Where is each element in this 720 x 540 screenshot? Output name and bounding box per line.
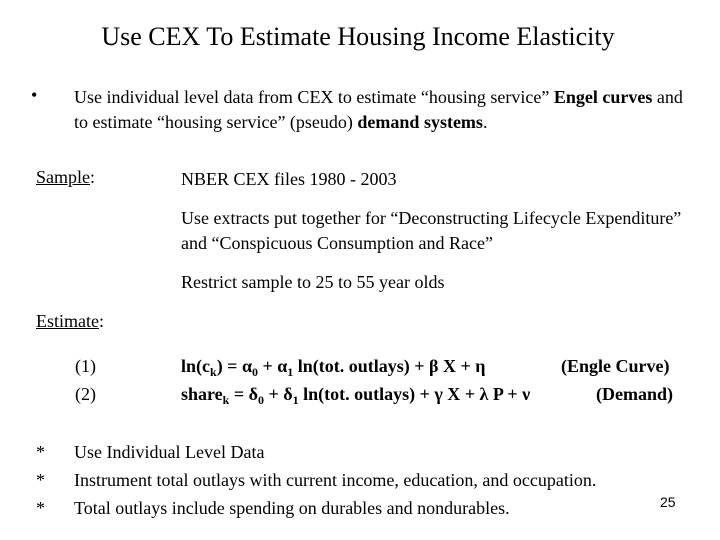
eq2-lhs: share [181, 384, 223, 404]
note-3: Total outlays include spending on durables and nondurables. [74, 498, 510, 518]
eq2-sub0: 0 [257, 393, 264, 407]
sample-line-2: Use extracts put together for “Deconstructing Lifecycle Expenditure” and “Conspicuous Consumption and Race” [181, 208, 682, 253]
sample-label-text: Sample [36, 167, 90, 187]
note-symbol: * [36, 498, 45, 518]
eq2-rest: ln(tot. outlays) + γ X + λ P + ν [298, 384, 531, 404]
eq1-sub1: 1 [287, 365, 294, 379]
eq2-lhs-sub: k [222, 393, 230, 407]
estimate-label-text: Estimate [36, 311, 99, 331]
sample-label [36, 167, 95, 188]
equation-2-number: (2) [75, 384, 96, 404]
eq1-rest: ln(tot. outlays) + β X + η [293, 356, 486, 376]
note-1: Use Individual Level Data [74, 442, 265, 462]
eq1-lhs-sub: k [210, 365, 217, 379]
equation-1-number: (1) [75, 356, 96, 376]
eq1-mid1: ) = α [216, 356, 252, 376]
page-number: 25 [660, 494, 676, 510]
sample-line-3: Restrict sample to 25 to 55 year olds [181, 272, 445, 292]
bullet-text-part: . [482, 112, 488, 132]
equation-1-tag: (Engle Curve) [561, 356, 670, 376]
eq1-sub0: 0 [251, 365, 258, 379]
equation-2-tag: (Demand) [596, 384, 673, 404]
bullet-text-part: Use individual level data from CEX to estimate “housing service” [74, 87, 554, 107]
estimate-label-colon: : [98, 311, 104, 331]
eq2-mid1: = δ [229, 384, 258, 404]
eq2-mid2: + δ [263, 384, 293, 404]
bullet-bold-demand-systems: demand systems [357, 112, 483, 132]
equation-2 [181, 384, 530, 405]
eq1-mid2: + α [257, 356, 288, 376]
bullet-bold-engel-curves: Engel curves [553, 87, 653, 107]
sample-label-colon: : [90, 167, 96, 187]
note-2: Instrument total outlays with current income, education, and occupation. [74, 470, 597, 490]
estimate-label [36, 311, 104, 332]
eq2-sub1: 1 [292, 393, 299, 407]
note-symbol: * [36, 442, 45, 462]
eq1-lhs: ln(c [181, 356, 210, 376]
note-symbol: * [36, 470, 45, 490]
bullet-symbol: • [31, 85, 38, 105]
slide-title: Use CEX To Estimate Housing Income Elasticity [101, 22, 615, 51]
bullet-text-part: and to estimate “housing service” (pseudo) [74, 87, 683, 132]
equation-1 [181, 356, 486, 377]
sample-line-1: NBER CEX files 1980 - 2003 [181, 169, 397, 189]
intro-bullet-text [74, 85, 694, 135]
